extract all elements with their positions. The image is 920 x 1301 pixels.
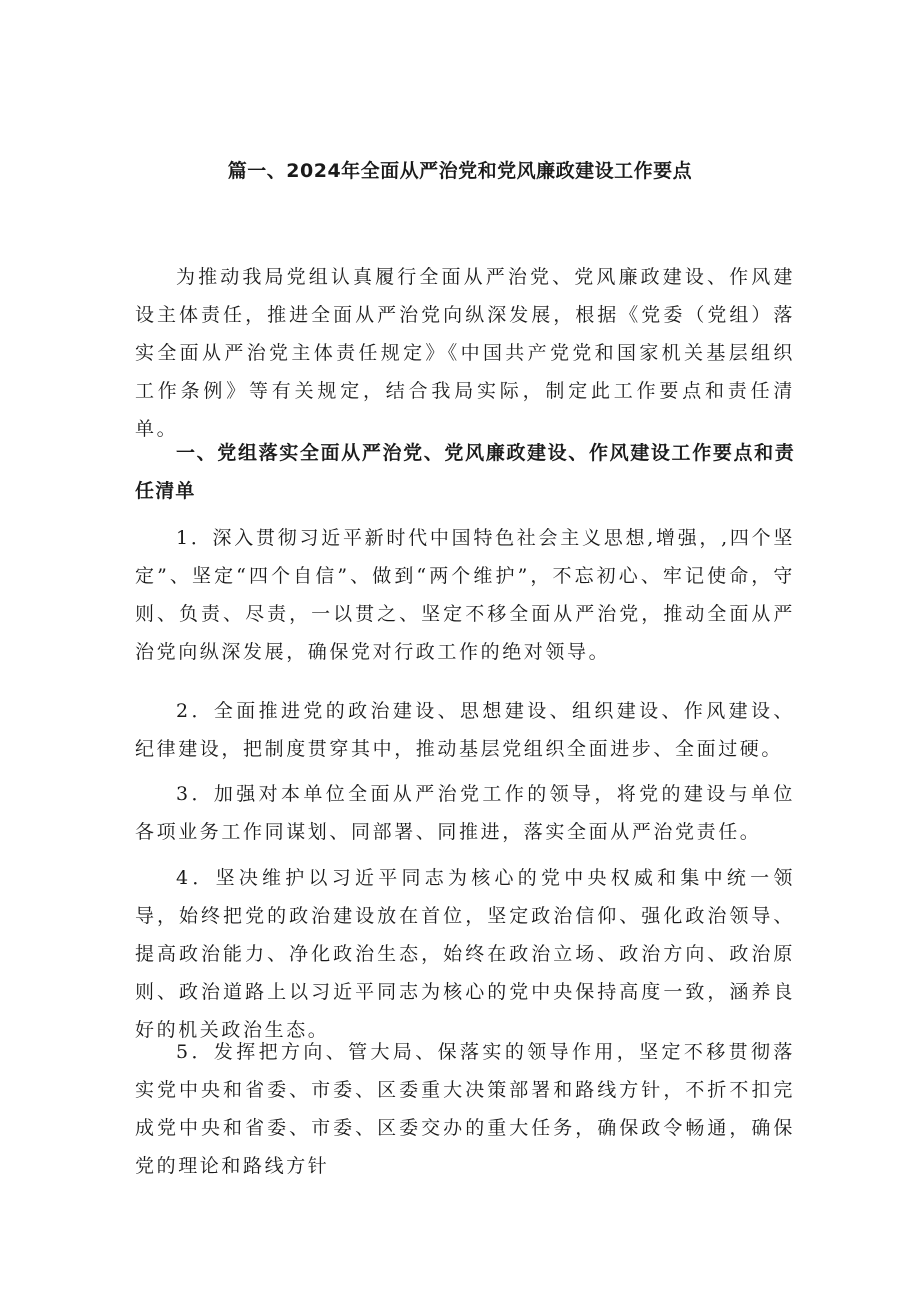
document-title: 篇一、2024年全面从严治党和党风廉政建设工作要点 <box>227 160 693 182</box>
intro-paragraph: 为推动我局党组认真履行全面从严治党、党风廉政建设、作风建设主体责任，推进全面从严治党向纵深发展，根据《党委（党组）落实全面从严治党主体责任规定》《中国共产党党和国家机关基层组织工作条例》等有关规定，结合我局实际，制定此工作要点和责任清单。 <box>135 266 795 440</box>
list-item: 1．深入贯彻习近平新时代中国特色社会主义思想,增强，,四个坚定”、坚定“四个自信”、做到“两个维护”，不忘初心、牢记使命，守则、负责、尽责，一以贯之、坚定不移全面从严治党，推动全面从严治党向纵深发展，确保党对行政工作的绝对领导。 <box>135 527 795 663</box>
list-item: 4．坚决维护以习近平同志为核心的党中央权威和集中统一领导，始终把党的政治建设放在首位，坚定政治信仰、强化政治领导、提高政治能力、净化政治生态，始终在政治立场、政治方向、政治原则、政治道路上以习近平同志为核心的党中央保持高度一致，涵养良好的机关政治生态。 <box>135 867 795 1041</box>
list-item: 2．全面推进党的政治建设、思想建设、组织建设、作风建设、纪律建设，把制度贯穿其中，推动基层党组织全面进步、全面过硬。 <box>135 700 795 760</box>
list-item: 3．加强对本单位全面从严治党工作的领导，将党的建设与单位各项业务工作同谋划、同部署、同推进，落实全面从严治党责任。 <box>135 783 795 843</box>
section-heading: 一、党组落实全面从严治党、党风廉政建设、作风建设工作要点和责任清单 <box>135 442 795 502</box>
list-item: 5．发挥把方向、管大局、保落实的领导作用，坚定不移贯彻落实党中央和省委、市委、区委重大决策部署和路线方针，不折不扣完成党中央和省委、市委、区委交办的重大任务，确保政令畅通，确保党的理论和路线方针 <box>135 1041 795 1177</box>
